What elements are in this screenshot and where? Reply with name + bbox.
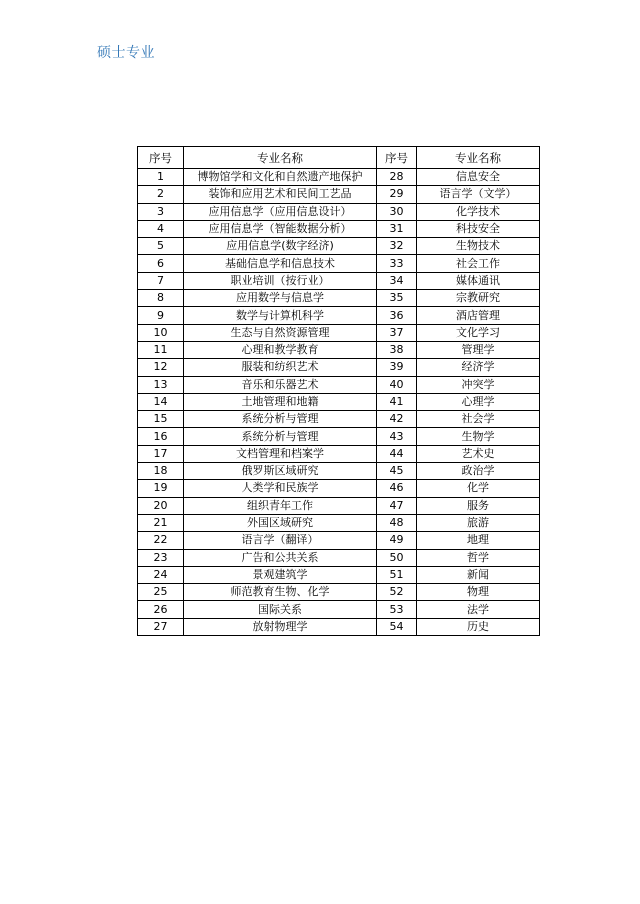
serial-cell: 50 (377, 549, 417, 566)
major-name-cell: 媒体通讯 (417, 272, 540, 289)
serial-cell: 41 (377, 393, 417, 410)
major-name-cell: 数学与计算机科学 (184, 307, 377, 324)
majors-table (137, 146, 540, 636)
major-name-cell: 人类学和民族学 (184, 480, 377, 497)
serial-cell: 44 (377, 445, 417, 462)
table-row (138, 324, 540, 341)
major-name-cell: 系统分析与管理 (184, 411, 377, 428)
major-name-cell: 外国区域研究 (184, 514, 377, 531)
major-name-cell: 基础信息学和信息技术 (184, 255, 377, 272)
major-name-cell: 组织青年工作 (184, 497, 377, 514)
serial-cell: 38 (377, 341, 417, 358)
table-row (138, 376, 540, 393)
serial-cell: 37 (377, 324, 417, 341)
serial-cell: 42 (377, 411, 417, 428)
serial-cell: 4 (138, 220, 184, 237)
header-serial-left: 序号 (138, 147, 184, 169)
serial-cell: 6 (138, 255, 184, 272)
major-name-cell: 语言学（翻译） (184, 532, 377, 549)
serial-cell: 30 (377, 203, 417, 220)
serial-cell: 45 (377, 463, 417, 480)
major-name-cell: 博物馆学和文化和自然遗产地保护 (184, 169, 377, 186)
serial-cell: 40 (377, 376, 417, 393)
serial-cell: 27 (138, 618, 184, 635)
table-row (138, 359, 540, 376)
table-row (138, 549, 540, 566)
serial-cell: 54 (377, 618, 417, 635)
major-name-cell: 服务 (417, 497, 540, 514)
major-name-cell: 新闻 (417, 566, 540, 583)
header-major-left: 专业名称 (184, 147, 377, 169)
major-name-cell: 广告和公共关系 (184, 549, 377, 566)
serial-cell: 10 (138, 324, 184, 341)
major-name-cell: 俄罗斯区域研究 (184, 463, 377, 480)
serial-cell: 7 (138, 272, 184, 289)
serial-cell: 32 (377, 238, 417, 255)
table-row (138, 341, 540, 358)
serial-cell: 39 (377, 359, 417, 376)
major-name-cell: 应用数学与信息学 (184, 290, 377, 307)
table-row (138, 514, 540, 531)
major-name-cell: 社会学 (417, 411, 540, 428)
serial-cell: 53 (377, 601, 417, 618)
major-name-cell: 科技安全 (417, 220, 540, 237)
serial-cell: 47 (377, 497, 417, 514)
serial-cell: 17 (138, 445, 184, 462)
table-row (138, 203, 540, 220)
table-row (138, 411, 540, 428)
major-name-cell: 管理学 (417, 341, 540, 358)
table-row (138, 463, 540, 480)
serial-cell: 33 (377, 255, 417, 272)
serial-cell: 2 (138, 186, 184, 203)
serial-cell: 8 (138, 290, 184, 307)
header-major-right: 专业名称 (417, 147, 540, 169)
major-name-cell: 酒店管理 (417, 307, 540, 324)
serial-cell: 31 (377, 220, 417, 237)
table-row (138, 584, 540, 601)
major-name-cell: 心理和教学教育 (184, 341, 377, 358)
major-name-cell: 宗教研究 (417, 290, 540, 307)
major-name-cell: 应用信息学(数字经济) (184, 238, 377, 255)
table-row (138, 480, 540, 497)
major-name-cell: 服装和纺织艺术 (184, 359, 377, 376)
major-name-cell: 音乐和乐器艺术 (184, 376, 377, 393)
serial-cell: 34 (377, 272, 417, 289)
major-name-cell: 历史 (417, 618, 540, 635)
table-row (138, 255, 540, 272)
serial-cell: 52 (377, 584, 417, 601)
serial-cell: 24 (138, 566, 184, 583)
serial-cell: 25 (138, 584, 184, 601)
major-name-cell: 化学 (417, 480, 540, 497)
page-heading: 硕士专业 (97, 45, 155, 61)
table-row (138, 307, 540, 324)
major-name-cell: 景观建筑学 (184, 566, 377, 583)
serial-cell: 20 (138, 497, 184, 514)
major-name-cell: 艺术史 (417, 445, 540, 462)
table-row (138, 186, 540, 203)
serial-cell: 35 (377, 290, 417, 307)
serial-cell: 1 (138, 169, 184, 186)
table-row (138, 393, 540, 410)
major-name-cell: 装饰和应用艺术和民间工艺品 (184, 186, 377, 203)
major-name-cell: 土地管理和地籍 (184, 393, 377, 410)
serial-cell: 49 (377, 532, 417, 549)
serial-cell: 43 (377, 428, 417, 445)
serial-cell: 3 (138, 203, 184, 220)
major-name-cell: 化学技术 (417, 203, 540, 220)
serial-cell: 51 (377, 566, 417, 583)
serial-cell: 46 (377, 480, 417, 497)
table-row (138, 601, 540, 618)
serial-cell: 12 (138, 359, 184, 376)
table-row (138, 272, 540, 289)
serial-cell: 36 (377, 307, 417, 324)
major-name-cell: 职业培训（按行业） (184, 272, 377, 289)
major-name-cell: 国际关系 (184, 601, 377, 618)
serial-cell: 15 (138, 411, 184, 428)
serial-cell: 18 (138, 463, 184, 480)
table-row (138, 445, 540, 462)
serial-cell: 13 (138, 376, 184, 393)
serial-cell: 16 (138, 428, 184, 445)
serial-cell: 22 (138, 532, 184, 549)
table-row (138, 238, 540, 255)
major-name-cell: 生物技术 (417, 238, 540, 255)
major-name-cell: 生态与自然资源管理 (184, 324, 377, 341)
major-name-cell: 哲学 (417, 549, 540, 566)
major-name-cell: 信息安全 (417, 169, 540, 186)
major-name-cell: 心理学 (417, 393, 540, 410)
major-name-cell: 旅游 (417, 514, 540, 531)
serial-cell: 29 (377, 186, 417, 203)
major-name-cell: 文化学习 (417, 324, 540, 341)
serial-cell: 9 (138, 307, 184, 324)
major-name-cell: 放射物理学 (184, 618, 377, 635)
serial-cell: 5 (138, 238, 184, 255)
table-row (138, 566, 540, 583)
table-row (138, 497, 540, 514)
serial-cell: 23 (138, 549, 184, 566)
major-name-cell: 应用信息学（智能数据分析） (184, 220, 377, 237)
major-name-cell: 语言学（文学） (417, 186, 540, 203)
table-row (138, 618, 540, 635)
serial-cell: 28 (377, 169, 417, 186)
major-name-cell: 经济学 (417, 359, 540, 376)
table-header-row (138, 147, 540, 169)
serial-cell: 21 (138, 514, 184, 531)
major-name-cell: 生物学 (417, 428, 540, 445)
major-name-cell: 物理 (417, 584, 540, 601)
major-name-cell: 社会工作 (417, 255, 540, 272)
table-row (138, 220, 540, 237)
major-name-cell: 师范教育生物、化学 (184, 584, 377, 601)
table-row (138, 169, 540, 186)
serial-cell: 14 (138, 393, 184, 410)
header-serial-right: 序号 (377, 147, 417, 169)
major-name-cell: 冲突学 (417, 376, 540, 393)
table-row (138, 532, 540, 549)
major-name-cell: 应用信息学（应用信息设计） (184, 203, 377, 220)
major-name-cell: 法学 (417, 601, 540, 618)
major-name-cell: 政治学 (417, 463, 540, 480)
serial-cell: 26 (138, 601, 184, 618)
table-row (138, 290, 540, 307)
serial-cell: 19 (138, 480, 184, 497)
serial-cell: 11 (138, 341, 184, 358)
major-name-cell: 系统分析与管理 (184, 428, 377, 445)
major-name-cell: 文档管理和档案学 (184, 445, 377, 462)
table-body (138, 169, 540, 636)
serial-cell: 48 (377, 514, 417, 531)
major-name-cell: 地理 (417, 532, 540, 549)
table-row (138, 428, 540, 445)
